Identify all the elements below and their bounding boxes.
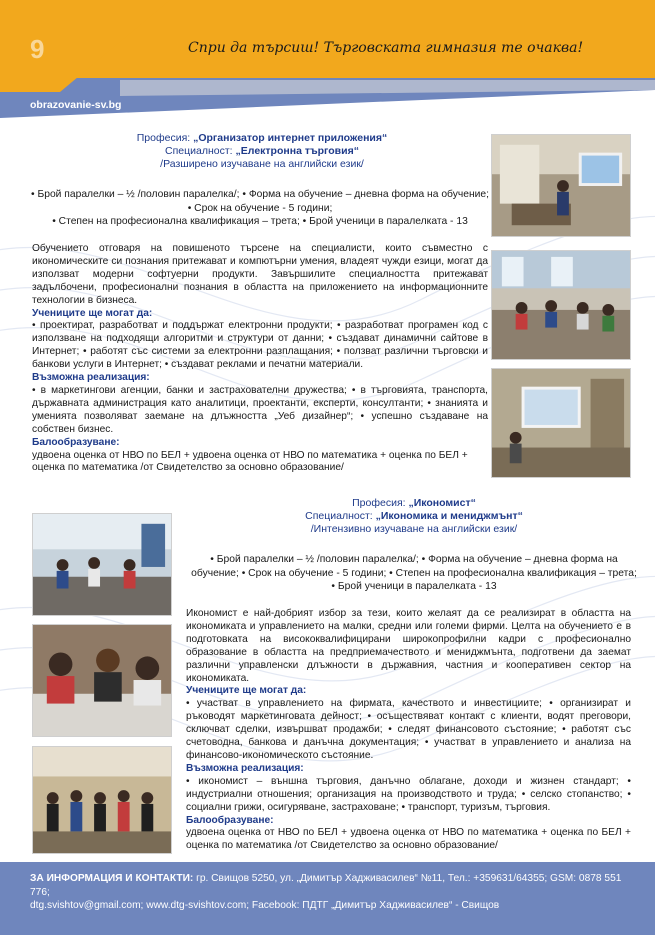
section1-intro: Обучението отговаря на повишеното търсене на специалисти, които съвместно с икономическите си познания притежават и компютърни умения, владеят чужди езици, могат да използват модерни софтуерни продукти. Завършилите специалността притежават задълбочени, професионални познания в областта на приложението на информационните технологии в бизнеса. — [32, 243, 488, 306]
section1-score-title: Балообразуване: — [32, 436, 120, 448]
slogan: Спри да търсиш! Търговската гимназия те очаква! — [188, 40, 584, 56]
students-photo-1 — [32, 513, 172, 616]
section2-skills: • участват в управлението на фирмата, качеството и инвестициите; • организират и ръководят маркетинговата дейност; • осъществяват контакт с клиенти, водят преговори, сключват сделки, извършват продажби; • следят финансовото състояние; • работят със счетоводна, банкова и данъчна документация; • участват в управлението и анализа на финансово-икономическото състояние. — [186, 698, 631, 761]
section2-score: удвоена оценка от НВО по БЕЛ + удвоена оценка от НВО по математика + оценка по БЕЛ + оценка по математика /от Свидетелство за основно образование/ — [186, 827, 631, 852]
section1-facts — [30, 188, 490, 229]
page-number: 9 — [30, 34, 45, 64]
footer-label: ЗА ИНФОРМАЦИЯ И КОНТАКТИ: — [30, 873, 194, 884]
fact-line: • Брой паралелки – ½ /половин паралелка/; • Форма на обучение – дневна форма на — [210, 554, 618, 565]
section2-score-title: Балообразуване: — [186, 814, 274, 826]
students-photo-2 — [32, 624, 172, 737]
students-photo-3 — [32, 746, 172, 854]
section1-career: • в маркетингови агенции, банки и застрахователни дружества; • в търговията, транспорта, държавната администрация като аналитици, проектанти, експерти, консултанти; • знанията и уменията позволяват заемане на длъжността „Уеб дизайнер“; • успешно създаване на собствен бизнес. — [32, 384, 488, 435]
section2-career-title: Възможна реализация: — [186, 762, 304, 774]
section2-note: /Интензивно изучаване на английски език/ — [310, 523, 518, 535]
section2-heading — [186, 497, 642, 536]
section1-body — [32, 243, 488, 475]
section1-skills-title: Учениците ще могат да: — [32, 307, 153, 319]
section2-intro: Икономист е най-добрият избор за тези, които желаят да се реализират в областта на икономиката и управлението на малки, средни или големи фирми. Целта на обучението е в подготовката на висококвалифицирани широкопрофилни кадри с професионално образование в областта на предприемачеството и мениджмънта, подготвени да заемат различни управленски длъжности в държавния, частния и кооперативен сектор на икономиката. — [186, 608, 631, 684]
section1-career-title: Възможна реализация: — [32, 372, 150, 384]
fact-line: обучение; • Срок на обучение - 5 години; • Степен на професионална квалификация – трета; — [191, 567, 637, 579]
section1-skills: • проектират, разработват и поддържат електронни продукти; • разработват програмен код с използване на подходящи алгоритми и структури от данни; • създават динамични сайтове в Интернет; • работят със системи за електронни разплащания; • ползват различни търговски и банкови услуги в Интернет; • създават реклами и печатни материали. — [32, 320, 488, 371]
fact-line: • Брой паралелки – ½ /половин паралелка/; • Форма на обучение – дневна форма на обучение; — [31, 189, 489, 200]
footer-address: гр. Свищов 5250, ул. „Димитър Хадживасилев“ №11, Тел.: +359631/64355; GSM: 0878 551 776; — [30, 873, 622, 898]
section1-specialty: Специалност: „Електронна търговия“ — [165, 145, 359, 157]
fact-line: • Брой ученици в паралелката - 13 — [331, 581, 497, 592]
fact-line: • Срок на обучение - 5 години; — [187, 202, 333, 214]
footer-line-2[interactable]: dtg.svishtov@gmail.com; www.dtg-svishtov.com; Facebook: ПДТГ „Димитър Хадживасилев“ - Свищов — [30, 900, 500, 911]
classroom-photo-3 — [491, 368, 631, 478]
section1-heading — [40, 132, 484, 171]
section1-profession: Професия: „Организатор интернет приложения“ — [136, 132, 388, 144]
section2-profession: Професия: „Икономист“ — [352, 497, 476, 509]
fact-line: • Степен на професионална квалификация – трета; • Брой ученици в паралелката - 13 — [52, 216, 468, 227]
section2-facts — [186, 553, 642, 594]
section2-career: • икономист – външна търговия, данъчно облагане, доходи и жизнен стандарт; • индустриални отношения; организация на производството и труда; • селско стопанство; • социални грижи, осигуряване, застраховане; • транспорт, туризъм, търговия. — [186, 775, 631, 813]
classroom-photo-1 — [491, 134, 631, 237]
section2-skills-title: Учениците ще могат да: — [186, 685, 307, 697]
section2-specialty: Специалност: „Икономика и мениджмънт“ — [305, 510, 523, 522]
footer-line-1 — [30, 872, 640, 899]
site-label[interactable]: obrazovanie-sv.bg — [30, 99, 122, 111]
section1-score: удвоена оценка от НВО по БЕЛ + удвоена оценка от НВО по математика + оценка по БЕЛ + оценка по математика /от Свидетелство за основно образование/ — [32, 449, 468, 474]
section1-note: /Разширено изучаване на английски език/ — [160, 158, 364, 170]
footer-contacts — [30, 872, 640, 913]
section2-body — [186, 608, 631, 853]
classroom-photo-2 — [491, 250, 631, 360]
